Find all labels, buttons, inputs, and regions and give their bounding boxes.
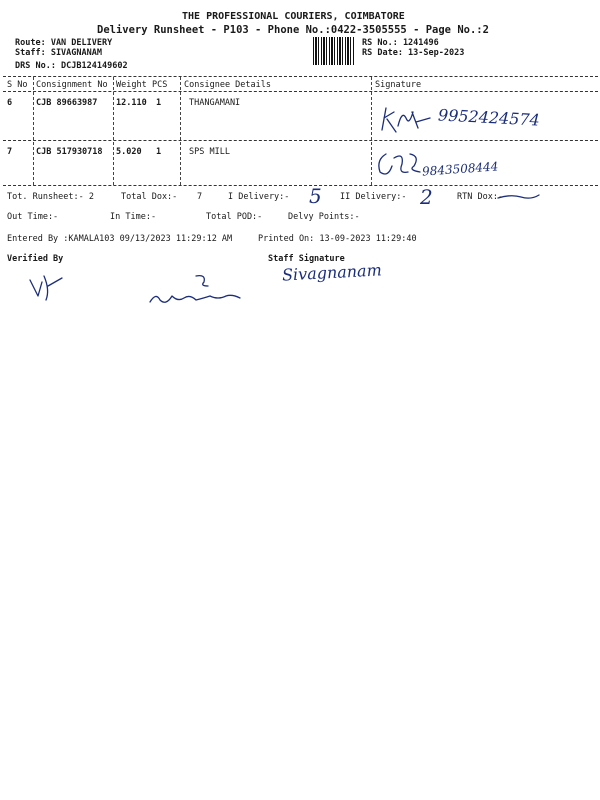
staff-signature-handwriting: Sivagnanam (281, 260, 383, 285)
header-signature: Signature (375, 80, 422, 90)
ii-delivery-label: II Delivery:- (340, 192, 407, 202)
rtn-dox-label: RTN Dox:- (457, 192, 504, 202)
row-weight: 5.020 (116, 147, 142, 157)
row-consignee: SPS MILL (189, 147, 230, 157)
row-phone-handwriting: 9952424574 (437, 105, 541, 130)
header-sno: S No (7, 80, 28, 90)
total-dox-label: Total Dox:- (121, 192, 178, 202)
header-rule (3, 91, 598, 92)
table-top-rule (3, 76, 598, 77)
column-divider (113, 77, 114, 185)
column-divider (33, 77, 34, 185)
delvy-points-label: Delvy Points:- (288, 212, 360, 222)
row-consignment: CJB 89663987 (36, 98, 98, 108)
runsheet-title: Delivery Runsheet - P103 - Phone No.:0422-3505555 - Page No.:2 (97, 24, 489, 36)
delivery-signature-1 (378, 104, 438, 136)
ii-delivery-handwriting: 2 (420, 185, 433, 209)
table-bottom-rule (3, 185, 598, 186)
row-consignee: THANGAMANI (189, 98, 241, 108)
delivery-signature-2 (374, 148, 424, 180)
i-delivery-label: I Delivery:- (228, 192, 290, 202)
total-pod-label: Total POD:- (206, 212, 263, 222)
header-consignee: Consignee Details (184, 80, 271, 90)
rs-number: RS No.: 1241496 (362, 38, 439, 48)
i-delivery-handwriting: 5 (309, 184, 322, 208)
row-phone-handwriting: 9843508444 (421, 159, 499, 179)
route-label: Route: VAN DELIVERY (15, 38, 113, 48)
verifier-signature (28, 272, 68, 302)
staff-signature-label: Staff Signature (268, 254, 345, 264)
header-consignment: Consignment No (36, 80, 108, 90)
in-time-label: In Time:- (110, 212, 157, 222)
tot-runsheet: Tot. Runsheet:- 2 (7, 192, 94, 202)
rs-date: RS Date: 13-Sep-2023 (362, 48, 465, 58)
row-weight: 12.110 (116, 98, 147, 108)
header-weight: Weight (116, 80, 147, 90)
row-sno: 6 (7, 98, 13, 108)
row-rule (3, 140, 598, 141)
column-divider (180, 77, 181, 185)
row-sno: 7 (7, 147, 13, 157)
column-divider (371, 77, 372, 185)
row-pcs: 1 (156, 98, 162, 108)
out-time-label: Out Time:- (7, 212, 59, 222)
drs-number: DRS No.: DCJB124149602 (15, 61, 128, 71)
staff-label: Staff: SIVAGNANAM (15, 48, 102, 58)
total-dox-value: 7 (197, 192, 203, 202)
row-consignment: CJB 517930718 (36, 147, 103, 157)
verified-by-label: Verified By (7, 254, 64, 264)
row-pcs: 1 (156, 147, 162, 157)
entered-by: Entered By :KAMALA103 09/13/2023 11:29:12 AM (7, 234, 233, 244)
printed-on: Printed On: 13-09-2023 11:29:40 (258, 234, 417, 244)
header-pcs: PCS (152, 80, 168, 90)
company-title: THE PROFESSIONAL COURIERS, COIMBATORE (182, 11, 405, 22)
rtn-dox-mark (497, 193, 541, 203)
staff-initial-signature (148, 272, 243, 308)
barcode (313, 37, 355, 65)
